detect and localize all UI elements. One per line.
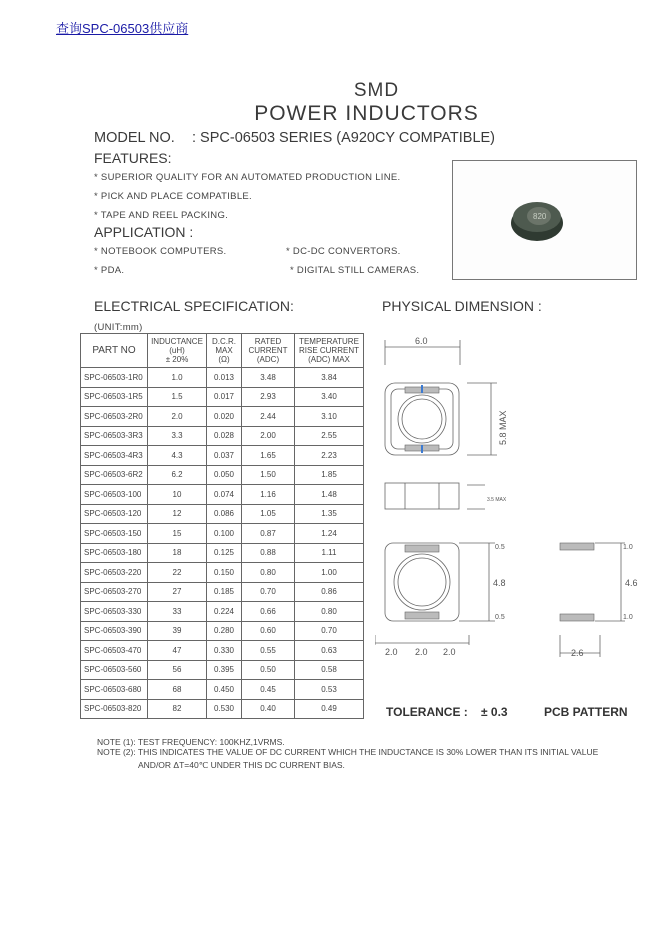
cell-part-no: SPC-06503-330: [81, 602, 148, 622]
cell-inductance: 47: [148, 641, 207, 661]
cell-dcr: 0.050: [207, 465, 242, 485]
table-body: [81, 368, 364, 719]
cell-part-no: SPC-06503-120: [81, 504, 148, 524]
note-1: NOTE (1): TEST FREQUENCY: 100KHZ,1VRMS.: [97, 737, 285, 747]
doc-title-power-inductors: POWER INDUCTORS: [254, 102, 479, 125]
cell-inductance: 39: [148, 621, 207, 641]
feature-item: * TAPE AND REEL PACKING.: [94, 210, 229, 221]
cell-inductance: 1.5: [148, 387, 207, 407]
cell-temp-rise: 2.55: [295, 426, 364, 446]
feature-item: * PICK AND PLACE COMPATIBLE.: [94, 191, 252, 202]
application-item: * NOTEBOOK COMPUTERS.: [94, 246, 227, 257]
cell-part-no: SPC-06503-4R3: [81, 446, 148, 466]
cell-temp-rise: 0.53: [295, 680, 364, 700]
tolerance-label: TOLERANCE :: [386, 705, 468, 719]
note-2-continued: AND/OR ΔT=40℃ UNDER THIS DC CURRENT BIAS.: [138, 760, 345, 770]
cell-temp-rise: 1.00: [295, 563, 364, 583]
col-temp-l2: RISE CURRENT: [298, 346, 359, 355]
dim-bottom3: 2.0: [443, 647, 456, 657]
cell-dcr: 0.185: [207, 582, 242, 602]
cell-inductance: 33: [148, 602, 207, 622]
table-row: [81, 504, 364, 524]
cell-part-no: SPC-06503-820: [81, 699, 148, 719]
cell-rated-current: 0.87: [242, 524, 295, 544]
cell-dcr: 0.013: [207, 368, 242, 388]
cell-dcr: 0.125: [207, 543, 242, 563]
cell-dcr: 0.450: [207, 680, 242, 700]
col-dcr-l1: D.C.R.: [212, 337, 236, 346]
pcb-pattern-label: PCB PATTERN: [544, 705, 628, 719]
cell-inductance: 68: [148, 680, 207, 700]
cell-inductance: 56: [148, 660, 207, 680]
cell-dcr: 0.530: [207, 699, 242, 719]
cell-temp-rise: 0.63: [295, 641, 364, 661]
dim-bottom1: 2.0: [385, 647, 398, 657]
cell-dcr: 0.395: [207, 660, 242, 680]
table-row: [81, 563, 364, 583]
cell-part-no: SPC-06503-150: [81, 524, 148, 544]
cell-inductance: 4.3: [148, 446, 207, 466]
cell-dcr: 0.074: [207, 485, 242, 505]
dim-height: 5.8 MAX: [498, 410, 508, 445]
col-rated-l2: CURRENT: [248, 346, 288, 355]
application-heading: APPLICATION :: [94, 224, 194, 240]
cell-part-no: SPC-06503-220: [81, 563, 148, 583]
cell-dcr: 0.017: [207, 387, 242, 407]
cell-inductance: 15: [148, 524, 207, 544]
table-row: [81, 543, 364, 563]
table-row: [81, 387, 364, 407]
features-heading: FEATURES:: [94, 150, 172, 166]
dim-thickness: 3.5 MAX: [487, 497, 507, 503]
cell-dcr: 0.150: [207, 563, 242, 583]
table-row: [81, 680, 364, 700]
cell-inductance: 22: [148, 563, 207, 583]
table-header-row: [81, 334, 364, 368]
cell-rated-current: 2.44: [242, 407, 295, 427]
cell-rated-current: 3.48: [242, 368, 295, 388]
table-row: [81, 582, 364, 602]
table-row: [81, 426, 364, 446]
cell-part-no: SPC-06503-100: [81, 485, 148, 505]
dim-bottom-pad: 0.5: [495, 614, 505, 621]
cell-temp-rise: 0.80: [295, 602, 364, 622]
cell-inductance: 2.0: [148, 407, 207, 427]
table-row: [81, 485, 364, 505]
cell-temp-rise: 0.49: [295, 699, 364, 719]
table-row: [81, 621, 364, 641]
cell-dcr: 0.280: [207, 621, 242, 641]
cell-temp-rise: 1.24: [295, 524, 364, 544]
table-row: [81, 602, 364, 622]
cell-dcr: 0.100: [207, 524, 242, 544]
cell-temp-rise: 3.10: [295, 407, 364, 427]
cell-dcr: 0.224: [207, 602, 242, 622]
cell-part-no: SPC-06503-680: [81, 680, 148, 700]
product-photo: [452, 160, 637, 280]
cell-temp-rise: 3.40: [295, 387, 364, 407]
table-row: [81, 699, 364, 719]
application-item: * DIGITAL STILL CAMERAS.: [290, 265, 420, 276]
cell-part-no: SPC-06503-470: [81, 641, 148, 661]
cell-rated-current: 1.05: [242, 504, 295, 524]
dim-pcb-width: 2.6: [571, 648, 584, 658]
col-inductance-l3: ± 20%: [165, 355, 189, 364]
col-temp-l1: TEMPERATURE: [299, 337, 359, 346]
cell-temp-rise: 1.85: [295, 465, 364, 485]
col-dcr-l3: (Ω): [218, 355, 230, 364]
cell-rated-current: 0.45: [242, 680, 295, 700]
dim-top-pad: 0.5: [495, 544, 505, 551]
cell-part-no: SPC-06503-390: [81, 621, 148, 641]
note-2: NOTE (2): THIS INDICATES THE VALUE OF DC CURRENT WHICH THE INDUCTANCE IS 30% LOWER THAN ITS INITIAL VALUE: [97, 747, 599, 757]
cell-temp-rise: 0.58: [295, 660, 364, 680]
cell-temp-rise: 3.84: [295, 368, 364, 388]
cell-inductance: 3.3: [148, 426, 207, 446]
col-inductance-l2: (uH): [169, 346, 185, 355]
cell-inductance: 12: [148, 504, 207, 524]
table-row: [81, 407, 364, 427]
cell-dcr: 0.020: [207, 407, 242, 427]
cell-temp-rise: 2.23: [295, 446, 364, 466]
cell-part-no: SPC-06503-2R0: [81, 407, 148, 427]
cell-rated-current: 0.70: [242, 582, 295, 602]
application-item: * DC-DC CONVERTORS.: [286, 246, 401, 257]
col-rated-current: [242, 334, 295, 368]
cell-rated-current: 1.16: [242, 485, 295, 505]
cell-inductance: 82: [148, 699, 207, 719]
table-row: [81, 465, 364, 485]
cell-rated-current: 0.80: [242, 563, 295, 583]
cell-part-no: SPC-06503-560: [81, 660, 148, 680]
cell-inductance: 27: [148, 582, 207, 602]
col-temp-l3: (ADC) MAX: [308, 355, 350, 364]
doc-title-smd: SMD: [353, 80, 400, 101]
cell-dcr: 0.086: [207, 504, 242, 524]
col-rated-l3: (ADC): [256, 355, 280, 364]
cell-rated-current: 1.50: [242, 465, 295, 485]
cell-inductance: 10: [148, 485, 207, 505]
cell-part-no: SPC-06503-6R2: [81, 465, 148, 485]
cell-rated-current: 2.93: [242, 387, 295, 407]
cell-inductance: 18: [148, 543, 207, 563]
cell-temp-rise: 1.11: [295, 543, 364, 563]
cell-rated-current: 0.60: [242, 621, 295, 641]
photo-marking: 820: [533, 212, 547, 221]
table-row: [81, 660, 364, 680]
cell-rated-current: 2.00: [242, 426, 295, 446]
col-dcr: [207, 334, 242, 368]
cell-temp-rise: 1.48: [295, 485, 364, 505]
table-row: [81, 368, 364, 388]
supplier-search-link[interactable]: 查询SPC-06503供应商: [56, 21, 189, 36]
physical-heading: PHYSICAL DIMENSION :: [382, 298, 542, 314]
cell-rated-current: 0.50: [242, 660, 295, 680]
dim-pcb-span: 4.6: [625, 578, 638, 588]
col-inductance: [148, 334, 207, 368]
cell-part-no: SPC-06503-270: [81, 582, 148, 602]
cell-part-no: SPC-06503-1R5: [81, 387, 148, 407]
electrical-heading: ELECTRICAL SPECIFICATION:: [94, 298, 294, 314]
cell-rated-current: 0.88: [242, 543, 295, 563]
cell-temp-rise: 0.86: [295, 582, 364, 602]
table-row: [81, 524, 364, 544]
tolerance-value: ± 0.3: [481, 705, 508, 719]
cell-temp-rise: 0.70: [295, 621, 364, 641]
cell-part-no: SPC-06503-1R0: [81, 368, 148, 388]
col-temp-rise: [295, 334, 364, 368]
col-part-no: PART NO: [81, 334, 148, 368]
dim-pcb-bottom: 1.0: [623, 614, 633, 621]
table-row: [81, 641, 364, 661]
dim-width: 6.0: [415, 336, 428, 346]
electrical-spec-table: [80, 333, 364, 719]
physical-dimension-drawing: [375, 325, 645, 670]
model-value: : SPC-06503 SERIES (A920CY COMPATIBLE): [192, 130, 496, 146]
dim-bottom2: 2.0: [415, 647, 428, 657]
cell-rated-current: 1.65: [242, 446, 295, 466]
cell-dcr: 0.330: [207, 641, 242, 661]
dim-pcb-top: 1.0: [623, 544, 633, 551]
cell-part-no: SPC-06503-3R3: [81, 426, 148, 446]
cell-inductance: 6.2: [148, 465, 207, 485]
cell-part-no: SPC-06503-180: [81, 543, 148, 563]
col-dcr-l2: MAX: [215, 346, 233, 355]
cell-inductance: 1.0: [148, 368, 207, 388]
col-inductance-l1: INDUCTANCE: [151, 337, 203, 346]
cell-dcr: 0.037: [207, 446, 242, 466]
cell-temp-rise: 1.35: [295, 504, 364, 524]
model-label: MODEL NO.: [94, 130, 175, 146]
unit-label: (UNIT:mm): [94, 322, 143, 333]
col-rated-l1: RATED: [254, 337, 282, 346]
cell-rated-current: 0.66: [242, 602, 295, 622]
cell-rated-current: 0.40: [242, 699, 295, 719]
cell-dcr: 0.028: [207, 426, 242, 446]
application-item: * PDA.: [94, 265, 125, 276]
feature-item: * SUPERIOR QUALITY FOR AN AUTOMATED PRODUCTION LINE.: [94, 172, 401, 183]
table-row: [81, 446, 364, 466]
dim-inner: 4.8: [493, 578, 506, 588]
cell-rated-current: 0.55: [242, 641, 295, 661]
